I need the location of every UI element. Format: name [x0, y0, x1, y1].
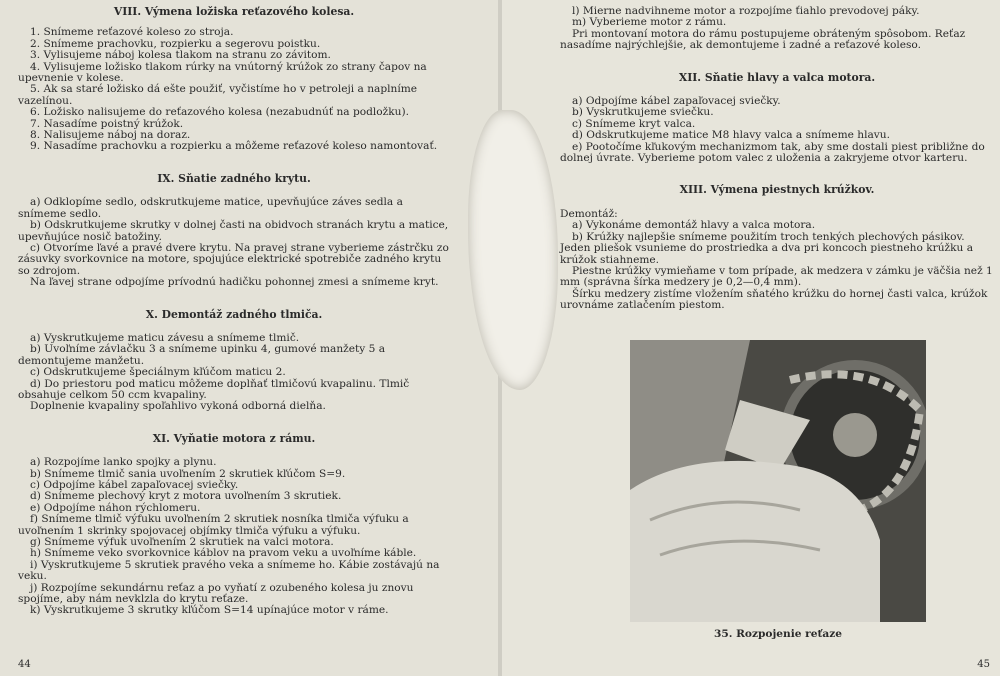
- s8-item-6: 6. Ložisko nalisujeme do reťazového kolesa (nezabudnúť na podložku).: [30, 106, 409, 119]
- s11-item-m: m) Vyberieme motor z rámu.: [572, 16, 727, 29]
- s12-item-a: a) Odpojíme kábel zapaľovacej sviečky.: [572, 95, 781, 108]
- s9-item-c: c) Otvoríme ľavé a pravé dvere krytu. Na pravej strane vyberieme zástrčku zo zásuvky svorkovnice na motore, spojujúce elektrické spotrebiče zadného krytu so zdrojom.: [18, 241, 449, 277]
- chain-photo-illustration: [630, 340, 926, 622]
- section-9-heading: IX. Sňatie zadného krytu.: [157, 171, 311, 185]
- s8-item-5: 5. Ak sa staré ložisko dá ešte použiť, vyčistíme ho v petroleji a naplníme vazelínou.: [18, 83, 418, 107]
- s8-item-8: 8. Nalisujeme náboj na doraz.: [30, 129, 191, 142]
- left-page: [0, 0, 498, 676]
- s12-item-e: e) Pootočíme kľukovým mechanizmom tak, aby sme dostali piest približne do dolnej úvrate. Vyberieme potom valec z uloženia a zakryjeme otvor karteru.: [560, 140, 985, 165]
- chain-photo: [630, 340, 926, 622]
- mounting-note: Pri montovaní motora do rámu postupujeme obráteným spôsobom. Reťaz nasadíme najrýchlejšie, ak demontujeme i zadné a reťazové koleso.: [560, 27, 966, 52]
- s11-item-e: e) Odpojíme náhon rýchlomeru.: [30, 501, 201, 514]
- s11-item-k: k) Vyskrutkujeme 3 skrutky kľúčom S=14 upínajúce motor v ráme.: [30, 604, 389, 617]
- s10-item-a: a) Vyskrutkujeme maticu závesu a snímeme tlmič.: [30, 331, 300, 344]
- s8-item-1: 1. Snímeme reťazové koleso zo stroja.: [30, 26, 234, 39]
- s10-item-c: c) Odskrutkujeme špeciálnym kľúčom maticu 2.: [30, 366, 286, 379]
- s9-item-a: a) Odklopíme sedlo, odskrutkujeme matice, upevňujúce záves sedla a snímeme sedlo.: [18, 196, 403, 220]
- section-10-heading: X. Demontáž zadného tlmiča.: [145, 307, 323, 321]
- s12-item-c: c) Snímeme kryt valca.: [572, 117, 696, 130]
- s13-item-b: b) Krúžky najlepšie snímeme použitím troch tenkých plechových pásikov. Jeden pliešok vsunieme do prostriedka a dva pri koncoch piestneho krúžku a krúžok stiahneme.: [560, 230, 974, 266]
- s13-label: Demontáž:: [560, 207, 618, 220]
- s11-item-d: d) Snímeme plechový kryt z motora uvoľnením 3 skrutiek.: [30, 490, 342, 503]
- s10-item-e: Doplnenie kvapaliny spoľahlivo vykoná odborná dielňa.: [30, 400, 326, 413]
- section-13-heading: XIII. Výmena piestnych krúžkov.: [679, 183, 875, 197]
- s8-item-9: 9. Nasadíme prachovku a rozpierku a môžeme reťazové koleso namontovať.: [30, 140, 438, 153]
- s9-item-b: b) Odskrutkujeme skrutky v dolnej časti na obidvoch stranách krytu a matice, upevňujúce nosič batožiny.: [18, 219, 449, 243]
- section-8-heading: VIII. Výmena ložiska reťazového kolesa.: [113, 5, 355, 18]
- s11-item-f: f) Snímeme tlmič výfuku uvoľnením 2 skrutiek nosníka tlmiča výfuku a uvoľnením 1 skrinky spojovacej objímky tlmiča výfuku a výfuku.: [18, 513, 409, 537]
- s11-item-a: a) Rozpojíme lanko spojky a plynu.: [30, 456, 217, 469]
- s8-item-4: 4. Vylisujeme ložisko tlakom rúrky na vnútorný krúžok zo strany čapov na upevnenie v kolese.: [18, 60, 427, 85]
- s11-item-j: j) Rozpojíme sekundárnu reťaz a po vyňatí z ozubeného kolesa ju znovu spojíme, aby nám nevklzla do krytu reťaze.: [18, 581, 414, 606]
- right-page: [502, 0, 1000, 676]
- left-column: [18, 6, 450, 617]
- s11-item-l: l) Mierne nadvihneme motor a rozpojíme ťiahlo prevodovej páky.: [572, 5, 920, 17]
- s12-item-b: b) Vyskrutkujeme sviečku.: [572, 106, 714, 119]
- s11-item-g: g) Snímeme výfuk uvoľnením 2 skrutiek na valci motora.: [30, 536, 334, 549]
- s9-item-d: Na ľavej strane odpojíme prívodnú hadičku pohonnej zmesi a snímeme kryt.: [30, 276, 439, 289]
- s11-item-i: i) Vyskrutkujeme 5 skrutiek pravého veka a snímeme ho. Kábie zostávajú na veku.: [18, 558, 440, 583]
- s10-item-b: b) Uvoľníme závlačku 3 a snímeme upinku 4, gumové manžety 5 a demontujeme manžetu.: [18, 343, 386, 367]
- s11-item-h: h) Snímeme veko svorkovnice káblov na pravom veku a uvoľníme káble.: [30, 547, 417, 560]
- page-number-left: 44: [18, 659, 31, 670]
- s8-item-3: 3. Vylisujeme náboj kolesa tlakom na stranu zo závitom.: [30, 49, 331, 62]
- s11-item-c: c) Odpojíme kábel zapaľovacej sviečky.: [30, 479, 239, 491]
- right-column: [560, 6, 994, 312]
- s13-item-a: a) Vykonáme demontáž hlavy a valca motora.: [572, 219, 816, 232]
- figure-caption: 35. Rozpojenie reťaze: [713, 628, 843, 640]
- s13-note-1: Piestne krúžky vymieňame v tom prípade, ak medzera v zámku je väčšia než 1 mm (správna šírka medzery je 0,2—0,4 mm).: [560, 264, 993, 289]
- s13-note-2: Šírku medzery zistíme vložením sňatého krúžku do hornej časti valca, krúžok urovnáme zatlačením piestom.: [560, 287, 988, 312]
- section-11-heading: XI. Vyňatie motora z rámu.: [152, 431, 316, 445]
- section-12-heading: XII. Sňatie hlavy a valca motora.: [678, 70, 876, 84]
- s8-item-7: 7. Nasadíme poistný krúžok.: [30, 117, 184, 130]
- s10-item-d: d) Do priestoru pod maticu môžeme doplňať tlmičovú kvapalinu. Tlmič obsahuje celkom 50 ccm kvapaliny.: [18, 377, 410, 401]
- s11-item-b: b) Snímeme tlmič sania uvoľnením 2 skrutiek kľúčom S=9.: [30, 467, 346, 480]
- page-number-right: 45: [977, 659, 990, 670]
- s12-item-d: d) Odskrutkujeme matice M8 hlavy valca a snímeme hlavu.: [572, 129, 890, 142]
- s8-item-2: 2. Snímeme prachovku, rozpierku a segerovu poistku.: [30, 37, 321, 50]
